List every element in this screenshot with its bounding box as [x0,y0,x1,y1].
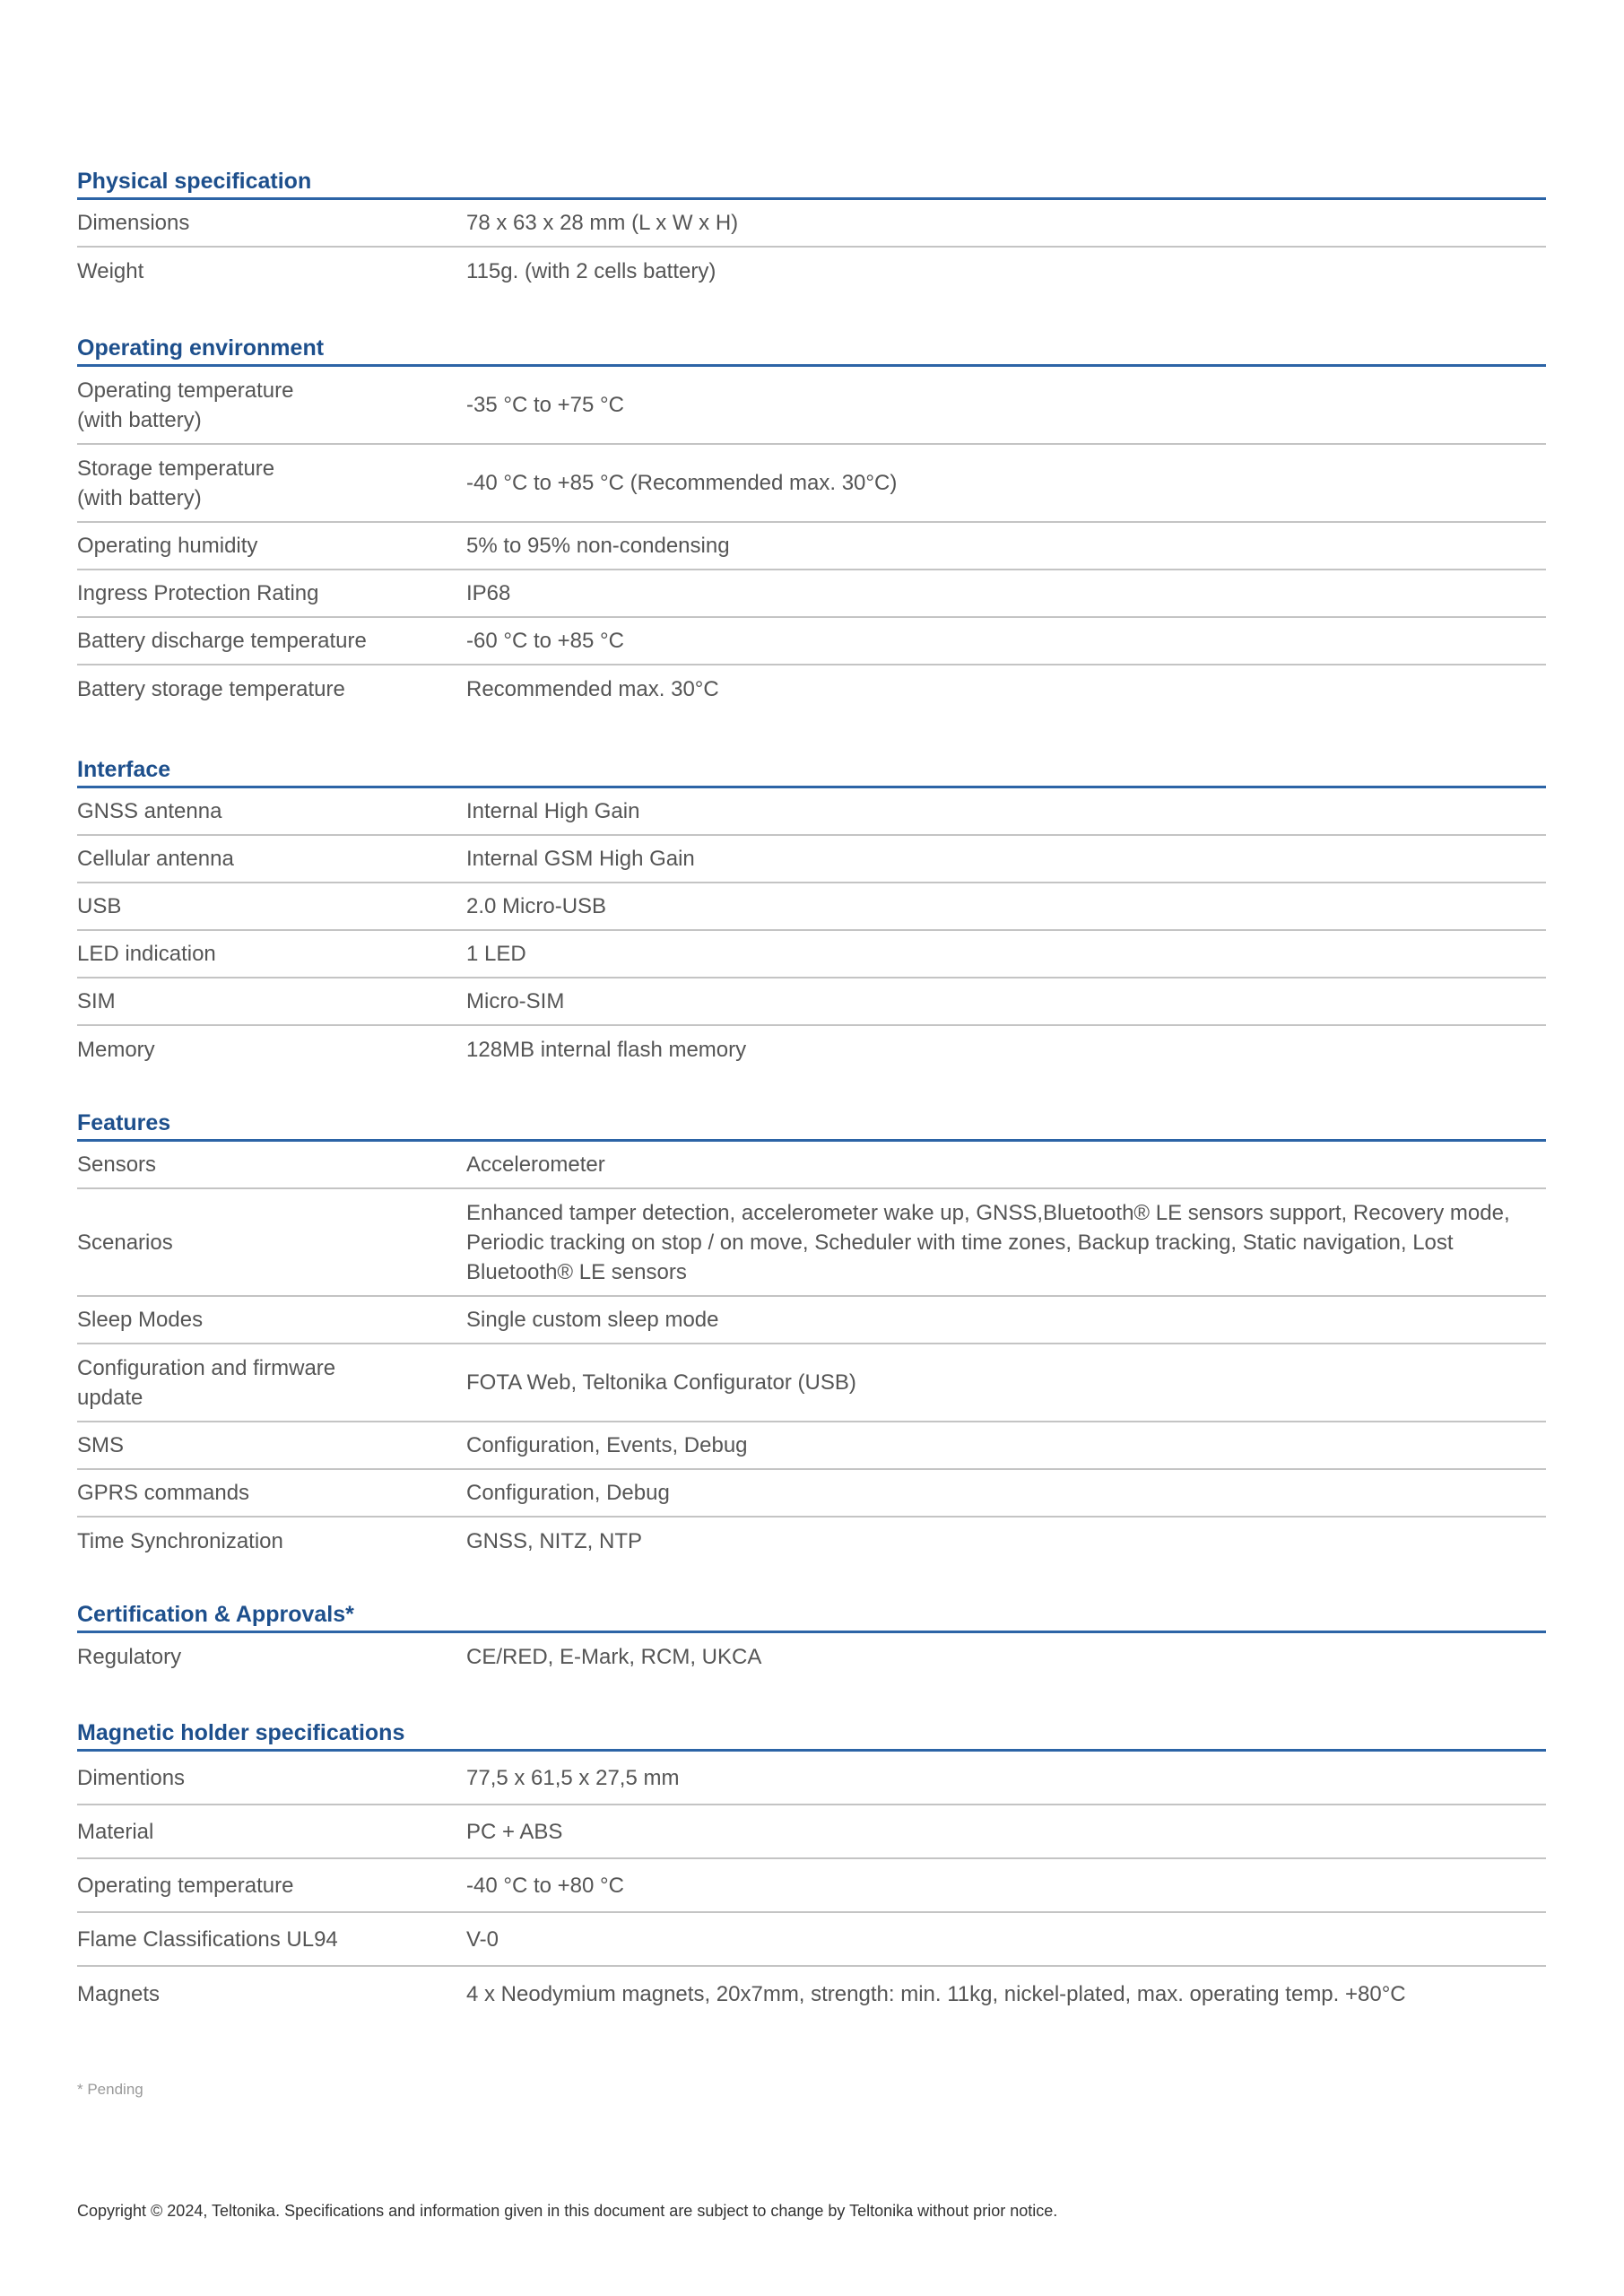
spec-label: Configuration and firmware update [77,1355,336,1410]
spec-row-weight [77,248,1546,295]
spec-value: -40 °C to +80 °C [466,1873,624,1898]
spec-row-scenarios [77,1189,1546,1297]
spec-value: Enhanced tamper detection, accelerometer wake up, GNSS,Bluetooth® LE sensors support, Recovery mode, Periodic tracking on stop / on move, Scheduler with time zones, Backup tracking, Static navigation, Lost Bluetooth® LE sensors [466,1200,1510,1284]
spec-row-holder-operating-temperature [77,1859,1546,1913]
section-magnetic-holder [77,1717,1546,2021]
spec-row-dimensions [77,200,1546,248]
spec-value: -35 °C to +75 °C [466,393,624,417]
spec-value: Single custom sleep mode [466,1308,719,1332]
spec-row-holder-flame-classification [77,1913,1546,1967]
spec-label: Sleep Modes [77,1308,204,1332]
spec-label: Magnets [77,1981,161,2006]
spec-value: -60 °C to +85 °C [466,629,624,653]
spec-value: Accelerometer [466,1152,605,1177]
spec-row-regulatory [77,1633,1546,1681]
spec-row-gprs-commands [77,1470,1546,1518]
section-title: Features [77,1107,1546,1142]
spec-row-time-synchronization [77,1518,1546,1565]
spec-value: 115g. (with 2 cells battery) [466,259,716,283]
spec-value: 5% to 95% non-condensing [466,534,730,558]
spec-label: Ingress Protection Rating [77,581,319,605]
copyright-notice: Copyright © 2024, Teltonika. Specifications and information given in this document are subject to change by Teltonika without prior notice. [77,2202,1058,2220]
spec-row-battery-storage-temperature [77,665,1546,713]
spec-row-sms [77,1422,1546,1470]
section-title: Certification & Approvals* [77,1598,1546,1633]
spec-value: GNSS, NITZ, NTP [466,1529,643,1553]
spec-row-holder-magnets [77,1967,1546,2021]
section-features [77,1107,1546,1565]
spec-value: IP68 [466,581,511,605]
spec-value: 4 x Neodymium magnets, 20x7mm, strength: min. 11kg, nickel-plated, max. operating temp. +80°C [466,1981,1406,2006]
spec-label: Operating humidity [77,534,258,558]
spec-label: Dimensions [77,211,190,235]
section-certification-approvals [77,1598,1546,1681]
spec-value: Internal High Gain [466,799,640,823]
spec-label: Scenarios [77,1230,173,1255]
spec-label: Dimentions [77,1765,186,1790]
spec-label: USB [77,894,122,918]
spec-label: LED indication [77,942,216,966]
spec-row-battery-discharge-temperature [77,618,1546,665]
spec-value: Recommended max. 30°C [466,677,719,701]
spec-value: 1 LED [466,942,526,966]
spec-label: Time Synchronization [77,1529,283,1553]
spec-row-operating-humidity [77,523,1546,570]
section-title: Operating environment [77,332,1546,367]
spec-label: Storage temperature (with battery) [77,456,275,510]
section-interface [77,753,1546,1074]
spec-label: Battery storage temperature [77,677,345,701]
spec-row-cellular-antenna [77,836,1546,883]
spec-label: SMS [77,1433,125,1457]
spec-value: FOTA Web, Teltonika Configurator (USB) [466,1370,856,1395]
section-title: Physical specification [77,165,1546,200]
spec-label: Sensors [77,1152,157,1177]
spec-row-gnss-antenna [77,788,1546,836]
spec-label: Material [77,1819,154,1844]
spec-label: Operating temperature (with battery) [77,378,294,432]
spec-label: Flame Classifications UL94 [77,1926,338,1952]
spec-row-led-indication [77,931,1546,978]
spec-row-configuration-firmware [77,1344,1546,1422]
spec-label: Regulatory [77,1645,182,1669]
spec-value: 2.0 Micro-USB [466,894,607,918]
spec-row-holder-material [77,1805,1546,1859]
spec-row-usb [77,883,1546,931]
spec-label: Memory [77,1038,155,1062]
spec-label: Operating temperature [77,1873,294,1898]
spec-value: V-0 [466,1926,499,1952]
spec-label: Battery discharge temperature [77,629,367,653]
spec-value: CE/RED, E-Mark, RCM, UKCA [466,1645,762,1669]
spec-value: -40 °C to +85 °C (Recommended max. 30°C) [466,471,898,495]
spec-row-sensors [77,1142,1546,1189]
spec-label: Weight [77,259,144,283]
section-physical-specification [77,165,1546,295]
spec-value: Configuration, Debug [466,1481,670,1505]
spec-row-operating-temperature [77,367,1546,445]
spec-label: SIM [77,989,116,1013]
spec-value: Micro-SIM [466,989,565,1013]
spec-row-ingress-protection [77,570,1546,618]
spec-row-sleep-modes [77,1297,1546,1344]
spec-value: 77,5 x 61,5 x 27,5 mm [466,1765,680,1790]
spec-value: Configuration, Events, Debug [466,1433,748,1457]
section-operating-environment [77,332,1546,713]
footnote-pending: * Pending [77,2081,143,2098]
spec-row-holder-dimentions [77,1752,1546,1805]
spec-value: 128MB internal flash memory [466,1038,747,1062]
section-title: Interface [77,753,1546,788]
spec-row-storage-temperature [77,445,1546,523]
spec-label: GNSS antenna [77,799,222,823]
spec-row-memory [77,1026,1546,1074]
spec-row-sim [77,978,1546,1026]
spec-value: PC + ABS [466,1819,563,1844]
spec-label: GPRS commands [77,1481,250,1505]
section-title: Magnetic holder specifications [77,1717,1546,1752]
spec-label: Cellular antenna [77,847,234,871]
spec-value: Internal GSM High Gain [466,847,695,871]
spec-value: 78 x 63 x 28 mm (L x W x H) [466,211,739,235]
